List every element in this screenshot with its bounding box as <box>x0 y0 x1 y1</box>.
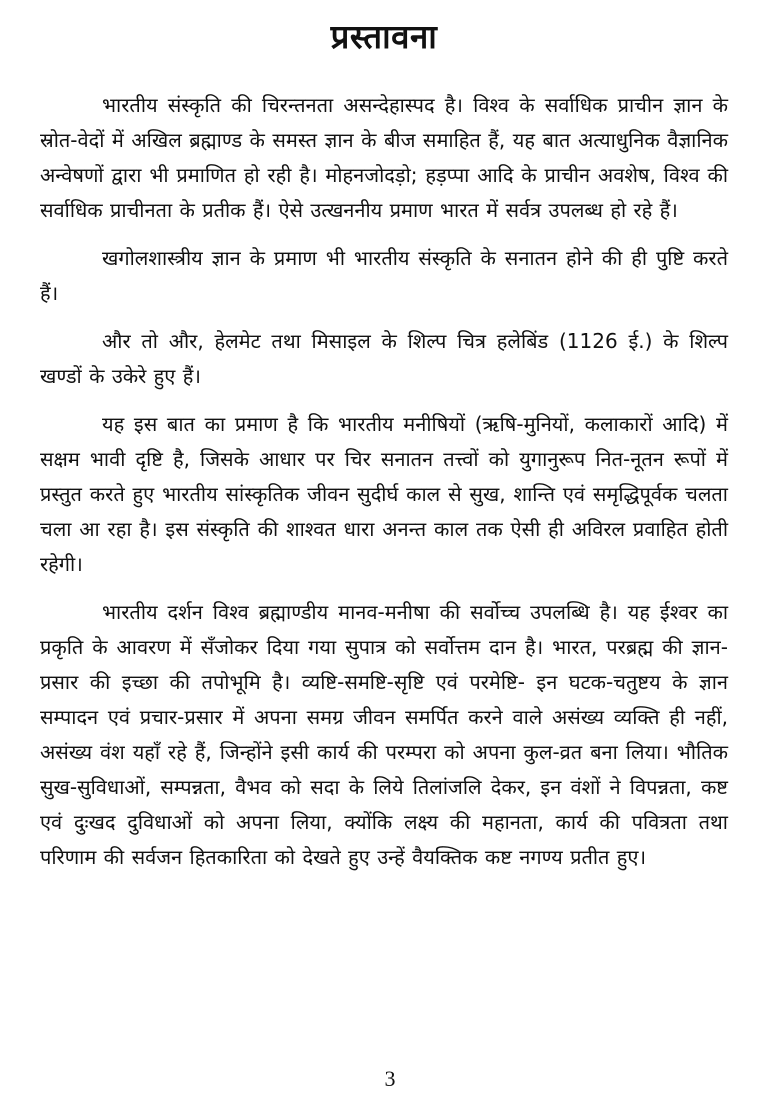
paragraph-4: यह इस बात का प्रमाण है कि भारतीय मनीषियों (ऋषि-मुनियों, कलाकारों आदि) में सक्षम भावी दृष्टि है, जिसके आधार पर चिर सनातन तत्त्वों को युगानुरूप नित-नूतन रूपों में प्रस्तुत करते हुए भारतीय सांस्कृतिक जीवन सुदीर्घ काल से सुख, शान्ति एवं समृद्धिपूर्वक चलता चला आ रहा है। इस संस्कृति की शाश्वत धारा अनन्त काल तक ऐसी ही अविरल प्रवाहित होती रहेगी। <box>40 412 728 576</box>
page-number: 3 <box>384 1066 396 1091</box>
paragraph-2: खगोलशास्त्रीय ज्ञान के प्रमाण भी भारतीय संस्कृति के सनातन होने की ही पुष्टि करते हैं। <box>40 246 728 305</box>
paragraph-3: और तो और, हेलमेट तथा मिसाइल के शिल्प चित्र हलेबिंड (1126 ई.) के शिल्प खण्डों के उकेरे हुए हैं। <box>40 329 728 388</box>
paragraph-5: भारतीय दर्शन विश्व ब्रह्माण्डीय मानव-मनीषा की सर्वोच्च उपलब्धि है। यह ईश्वर का प्रकृति के आवरण में सँजोकर दिया गया सुपात्र को सर्वोत्तम दान है। भारत, परब्रह्म की ज्ञान-प्रसार की इच्छा की तपोभूमि है। व्यष्टि-समष्टि-सृष्टि एवं परमेष्टि- इन घटक-चतुष्टय के ज्ञान सम्पादन एवं प्रचार-प्रसार में अपना समग्र जीवन समर्पित करने वाले असंख्य व्यक्ति ही नहीं, असंख्य वंश यहाँ रहे हैं, जिन्होंने इसी कार्य की परम्परा को अपना कुल-व्रत बना लिया। भौतिक सुख-सुविधाओं, सम्पन्नता, वैभव को सदा के लिये तिलांजलि देकर, इन वंशों ने विपन्नता, कष्ट एवं दुःखद दुविधाओं को अपना लिया, क्योंकि लक्ष्य की महानता, कार्य की पवित्रता तथा परिणाम की सर्वजन हितकारिता को देखते हुए उन्हें वैयक्तिक कष्ट नगण्य प्रतीत हुए। <box>40 600 728 869</box>
paragraph-1: भारतीय संस्कृति की चिरन्तनता असन्देहास्पद है। विश्व के सर्वाधिक प्राचीन ज्ञान के स्रोत-वेदों में अखिल ब्रह्माण्ड के समस्त ज्ञान के बीज समाहित हैं, यह बात अत्याधुनिक वैज्ञानिक अन्वेषणों द्वारा भी प्रमाणित हो रही है। मोहनजोदड़ो; हड़प्पा आदि के प्राचीन अवशेष, विश्व की सर्वाधिक प्राचीनता के प्रतीक हैं। ऐसे उत्खननीय प्रमाण भारत में सर्वत्र उपलब्ध हो रहे हैं। <box>40 93 728 222</box>
page-title: प्रस्तावना <box>330 17 438 56</box>
